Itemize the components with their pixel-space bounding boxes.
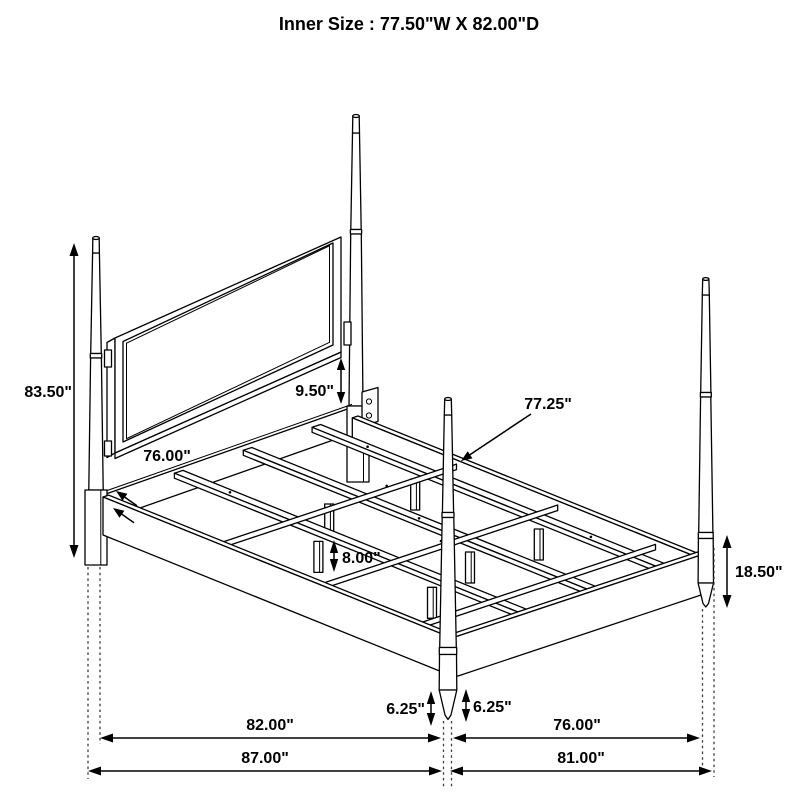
headboard-hook-tab	[105, 350, 112, 367]
dimension-label-foot-post-height: 18.50"	[735, 564, 783, 581]
post-foot-right	[698, 278, 713, 607]
dimension-label-foot-tip-right: 6.25"	[473, 699, 512, 716]
dimension-label-inner-depth: 82.00"	[246, 717, 294, 734]
dimension-foot-tip-left	[386, 691, 435, 726]
dimension-label-overall-depth: 87.00"	[241, 750, 289, 767]
page-title: Inner Size : 77.50"W X 82.00"D	[278, 14, 540, 34]
post-headboard-left	[89, 237, 103, 491]
screw-dot	[385, 485, 388, 488]
dimension-label-support-leg-height: 8.00"	[342, 550, 381, 567]
headboard-hook-tab	[344, 322, 351, 345]
dimension-label-inner-width: 76.00"	[553, 717, 601, 734]
dimension-label-slat-length: 77.25"	[524, 396, 572, 413]
foot-rail	[446, 551, 707, 678]
post-foot-front	[439, 398, 457, 720]
dimension-label-headboard-width: 76.00"	[143, 448, 191, 465]
dimension-label-foot-tip-left: 6.25"	[386, 701, 425, 718]
dimension-label-post-height: 83.50"	[24, 384, 72, 401]
dimension-slat-length	[461, 396, 572, 461]
dimension-label-overall-width: 81.00"	[557, 750, 605, 767]
dimension-post-height	[24, 243, 78, 558]
dimension-foot-post-height	[723, 535, 783, 608]
post-foot-tip	[439, 690, 457, 720]
dimension-inner-depth	[100, 717, 441, 743]
dimension-label-headboard-clearance: 9.50"	[295, 383, 334, 400]
post-headboard-right	[344, 115, 363, 407]
headboard-hook-tab	[105, 441, 112, 456]
post-foot-tip	[698, 583, 713, 607]
dimension-foot-tip-right	[462, 689, 512, 722]
dimension-inner-width	[453, 717, 700, 743]
dimension-overall-width	[450, 750, 712, 776]
dimension-overall-depth	[88, 750, 442, 776]
